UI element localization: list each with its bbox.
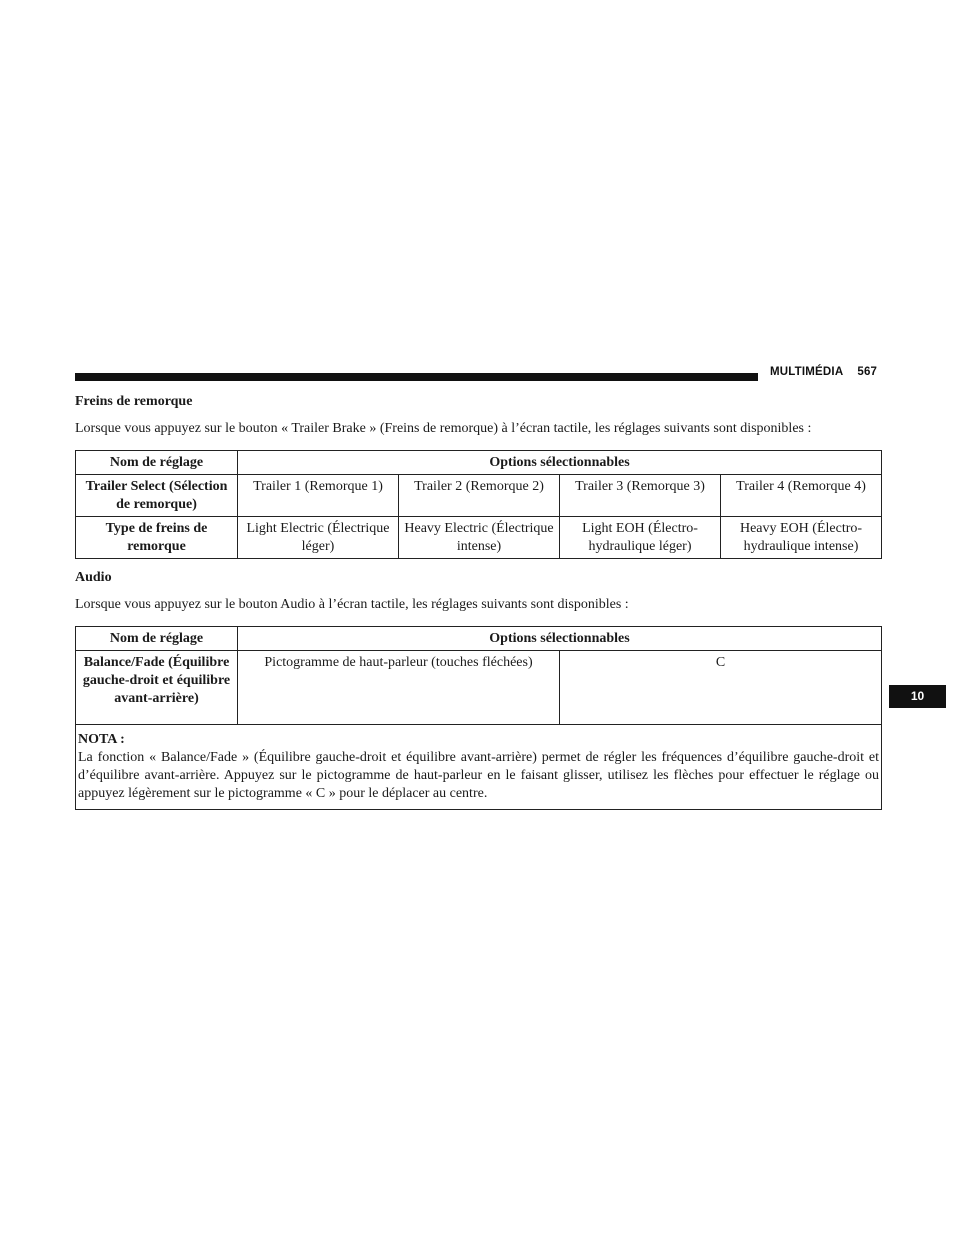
setting-name: Balance/Fade (Équilibre gauche-droit et équilibre avant-arrière) xyxy=(76,651,238,725)
table-row xyxy=(76,651,882,725)
table-header-row xyxy=(76,451,882,475)
audio-intro: Lorsque vous appuyez sur le bouton Audio à l’écran tactile, les réglages suivants sont disponibles : xyxy=(75,597,629,612)
note-title: NOTA : xyxy=(78,732,125,747)
setting-option: Light EOH (Électro-hydraulique léger) xyxy=(560,517,721,559)
column-header-name: Nom de réglage xyxy=(76,627,238,651)
column-header-name: Nom de réglage xyxy=(76,451,238,475)
audio-heading: Audio xyxy=(75,570,112,585)
setting-name: Trailer Select (Sélection de remorque) xyxy=(76,475,238,517)
setting-option: Pictogramme de haut-parleur (touches fléchées) xyxy=(238,651,560,725)
setting-option: Light Electric (Électrique léger) xyxy=(238,517,399,559)
setting-option: Heavy EOH (Électro-hydraulique intense) xyxy=(721,517,882,559)
chapter-tab[interactable]: 10 xyxy=(889,685,946,708)
page-content xyxy=(75,393,881,810)
column-header-options: Options sélectionnables xyxy=(238,451,882,475)
setting-option: Trailer 3 (Remorque 3) xyxy=(560,475,721,517)
trailer-brakes-intro: Lorsque vous appuyez sur le bouton « Trailer Brake » (Freins de remorque) à l’écran tactile, les réglages suivants sont disponibles : xyxy=(75,421,812,436)
column-header-options: Options sélectionnables xyxy=(238,627,882,651)
setting-option: Trailer 1 (Remorque 1) xyxy=(238,475,399,517)
setting-option: C xyxy=(560,651,882,725)
note-cell xyxy=(76,725,882,810)
setting-option: Trailer 2 (Remorque 2) xyxy=(399,475,560,517)
note-text: La fonction « Balance/Fade » (Équilibre gauche-droit et équilibre avant-arrière) permet de régler les fréquences d’équilibre gauche-droit et d’équilibre avant-arrière. Appuyez sur le pictogramme de haut-parleur en le faisant glisser, utilisez les flèches pour effectuer le réglage ou appuyez légèrement sur le pictogramme « C » pour le déplacer au centre. xyxy=(78,750,879,801)
audio-table xyxy=(75,626,882,810)
trailer-brakes-heading: Freins de remorque xyxy=(75,394,193,409)
trailer-brakes-table xyxy=(75,450,882,559)
note-row xyxy=(76,725,882,810)
header-rule xyxy=(75,373,758,381)
setting-name: Type de freins de remorque xyxy=(76,517,238,559)
setting-option: Trailer 4 (Remorque 4) xyxy=(721,475,882,517)
table-header-row xyxy=(76,627,882,651)
page-header xyxy=(770,366,877,378)
setting-option: Heavy Electric (Électrique intense) xyxy=(399,517,560,559)
section-title: MULTIMÉDIA xyxy=(770,366,844,378)
page-number: 567 xyxy=(857,366,878,378)
table-row xyxy=(76,475,882,517)
table-row xyxy=(76,517,882,559)
